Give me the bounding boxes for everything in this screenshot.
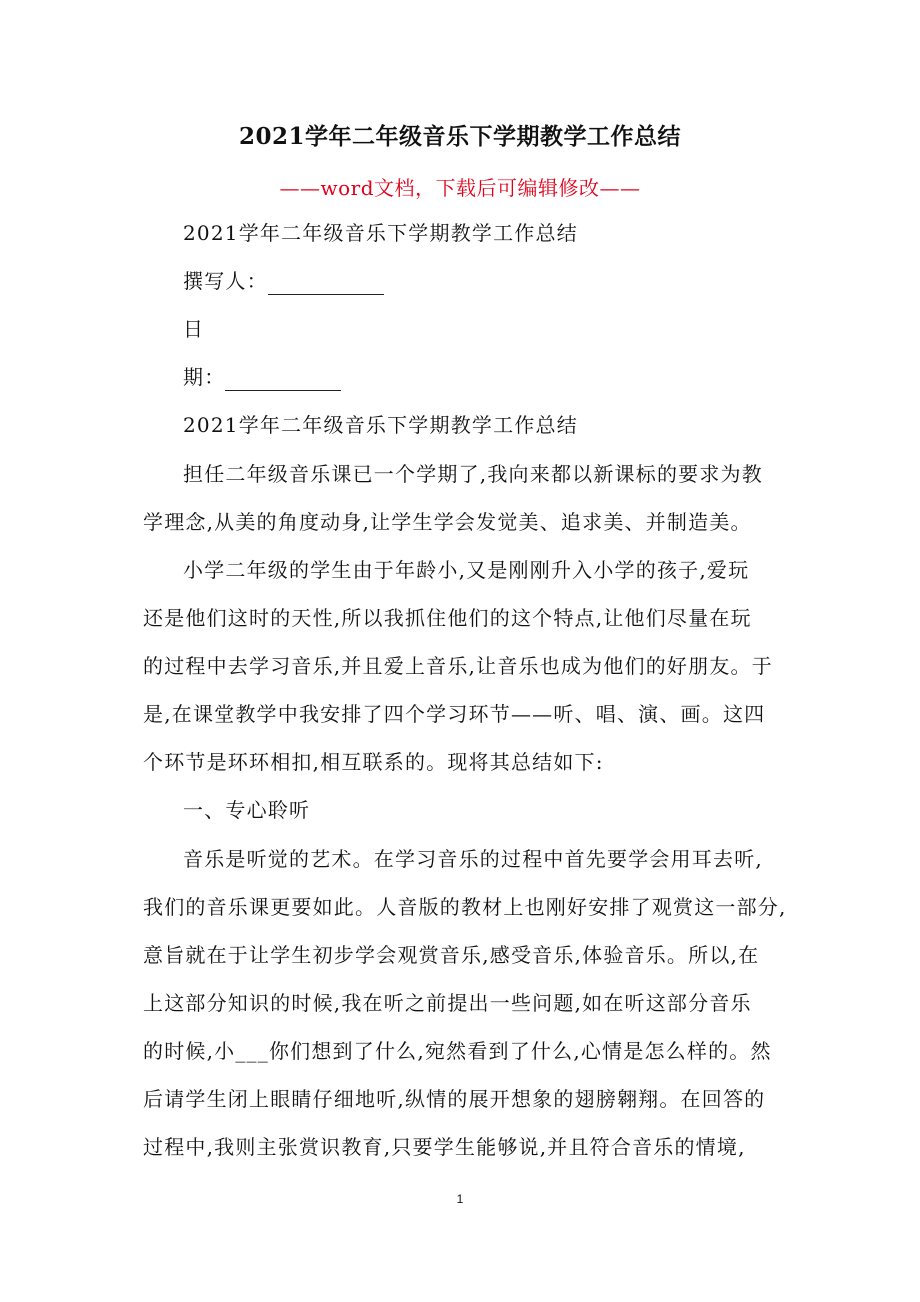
paragraph-line: 的过程中去学习音乐,并且爱上音乐,让音乐也成为他们的好朋友。于 <box>143 654 773 678</box>
paragraph-line: 学理念,从美的角度动身,让学生学会发觉美、追求美、并制造美。 <box>143 510 752 534</box>
date-label-line1: 日 <box>183 317 205 341</box>
paragraph-line: 我们的音乐课更要如此。人音版的教材上也刚好安排了观赏这一部分, <box>143 895 787 919</box>
paragraph-line: 后请学生闭上眼睛仔细地听,纵情的展开想象的翅膀翱翔。在回答的 <box>143 1087 766 1111</box>
paragraph-line: 的时候,小___你们想到了什么,宛然看到了什么,心情是怎么样的。然 <box>143 1039 772 1063</box>
author-blank <box>268 274 384 295</box>
author-line <box>183 268 783 295</box>
paragraph-line: 担任二年级音乐课已一个学期了,我向来都以新课标的要求为教 <box>183 462 763 486</box>
paragraph-line: 还是他们这时的天性,所以我抓住他们的这个特点,让他们尽量在玩 <box>143 606 752 630</box>
paragraph-line: 意旨就在于让学生初步学会观赏音乐,感受音乐,体验音乐。所以,在 <box>143 943 760 967</box>
page-number: 1 <box>456 1192 464 1206</box>
document-title: 2021学年二年级音乐下学期教学工作总结 <box>238 123 681 150</box>
paragraph-line: 上这部分知识的时候,我在听之前提出一些问题,如在听这部分音乐 <box>143 991 752 1015</box>
header-title-repeat: 2021学年二年级音乐下学期教学工作总结 <box>183 221 578 245</box>
paragraph-line: 过程中,我则主张赏识教育,只要学生能够说,并且符合音乐的情境, <box>143 1135 746 1159</box>
author-label: 撰写人： <box>183 269 268 293</box>
document-subtitle: ——word文档，下载后可编辑修改—— <box>279 176 641 200</box>
date-line <box>183 364 783 391</box>
section-heading: 一、专心聆听 <box>183 798 311 822</box>
date-label: 期： <box>183 365 226 389</box>
paragraph-line: 是,在课堂教学中我安排了四个学习环节——听、唱、演、画。这四 <box>143 702 766 726</box>
paragraph-line: 个环节是环环相扣,相互联系的。现将其总结如下: <box>143 750 604 774</box>
body-title: 2021学年二年级音乐下学期教学工作总结 <box>183 413 578 437</box>
paragraph-line: 音乐是听觉的艺术。在学习音乐的过程中首先要学会用耳去听, <box>183 847 763 871</box>
date-blank <box>225 370 341 391</box>
paragraph-line: 小学二年级的学生由于年龄小,又是刚刚升入小学的孩子,爱玩 <box>183 558 750 582</box>
